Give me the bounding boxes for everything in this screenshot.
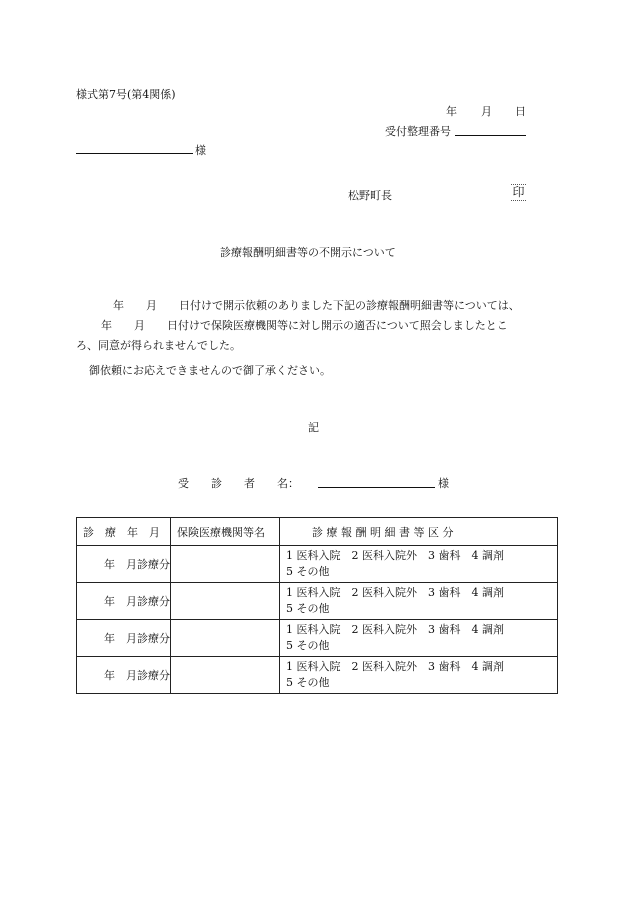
body-line-2: 年 月 日付けで保険医療機関等に対し開示の適否について照会しましたとこ xyxy=(101,319,508,332)
row-institution xyxy=(171,546,280,583)
body-line-4: 御依頼にお応えできませんので御了承ください。 xyxy=(89,364,331,377)
row-categories xyxy=(280,620,558,657)
seal-mark: 印 xyxy=(512,185,525,199)
table-row xyxy=(77,620,558,657)
row-period: 年 月診療分 xyxy=(77,583,171,620)
table-row xyxy=(77,657,558,694)
category-options: 1 医科入院 2 医科入院外 3 歯科 4 調剤 xyxy=(286,623,504,636)
row-period: 年 月診療分 xyxy=(77,546,171,583)
header-institution: 保険医療機関等名 xyxy=(171,518,280,546)
category-other: 5 その他 xyxy=(286,639,330,652)
row-categories xyxy=(280,583,558,620)
header-period: 診 療 年 月 xyxy=(77,518,171,546)
row-categories xyxy=(280,546,558,583)
patient-name-field xyxy=(318,487,435,488)
table-row xyxy=(77,546,558,583)
records-table xyxy=(76,517,558,694)
patient-label: 受 診 者 名： xyxy=(178,477,299,490)
table-row xyxy=(77,583,558,620)
body-line-1: 年 月 日付けで開示依頼のありました下記の診療報酬明細書等については、 xyxy=(113,299,520,312)
table-header-row xyxy=(77,518,558,546)
category-options: 1 医科入院 2 医科入院外 3 歯科 4 調剤 xyxy=(286,549,504,562)
row-institution xyxy=(171,583,280,620)
row-institution xyxy=(171,657,280,694)
subject-title: 診療報酬明細書等の不開示について xyxy=(220,246,396,259)
row-categories xyxy=(280,657,558,694)
patient-suffix: 様 xyxy=(438,477,449,490)
category-options: 1 医科入院 2 医科入院外 3 歯科 4 調剤 xyxy=(286,586,504,599)
body-line-3: ろ、同意が得られませんでした。 xyxy=(76,339,241,352)
category-options: 1 医科入院 2 医科入院外 3 歯科 4 調剤 xyxy=(286,660,504,673)
row-period: 年 月診療分 xyxy=(77,620,171,657)
row-period: 年 月診療分 xyxy=(77,657,171,694)
receipt-number-field xyxy=(455,135,526,136)
receipt-number-label: 受付整理番号 xyxy=(385,125,451,138)
row-institution xyxy=(171,620,280,657)
category-other: 5 その他 xyxy=(286,565,330,578)
category-other: 5 その他 xyxy=(286,602,330,615)
date-month: 月 xyxy=(481,105,492,118)
addressee-field xyxy=(76,153,193,154)
form-label: 様式第7号(第4関係) xyxy=(76,88,176,101)
ki-heading: 記 xyxy=(308,421,319,434)
category-other: 5 その他 xyxy=(286,676,330,689)
addressee-suffix: 様 xyxy=(195,144,206,157)
header-category: 診 療 報 酬 明 細 書 等 区 分 xyxy=(280,518,558,546)
date-day: 日 xyxy=(515,105,526,118)
sender-title: 松野町長 xyxy=(348,189,392,202)
date-year: 年 xyxy=(446,105,457,118)
